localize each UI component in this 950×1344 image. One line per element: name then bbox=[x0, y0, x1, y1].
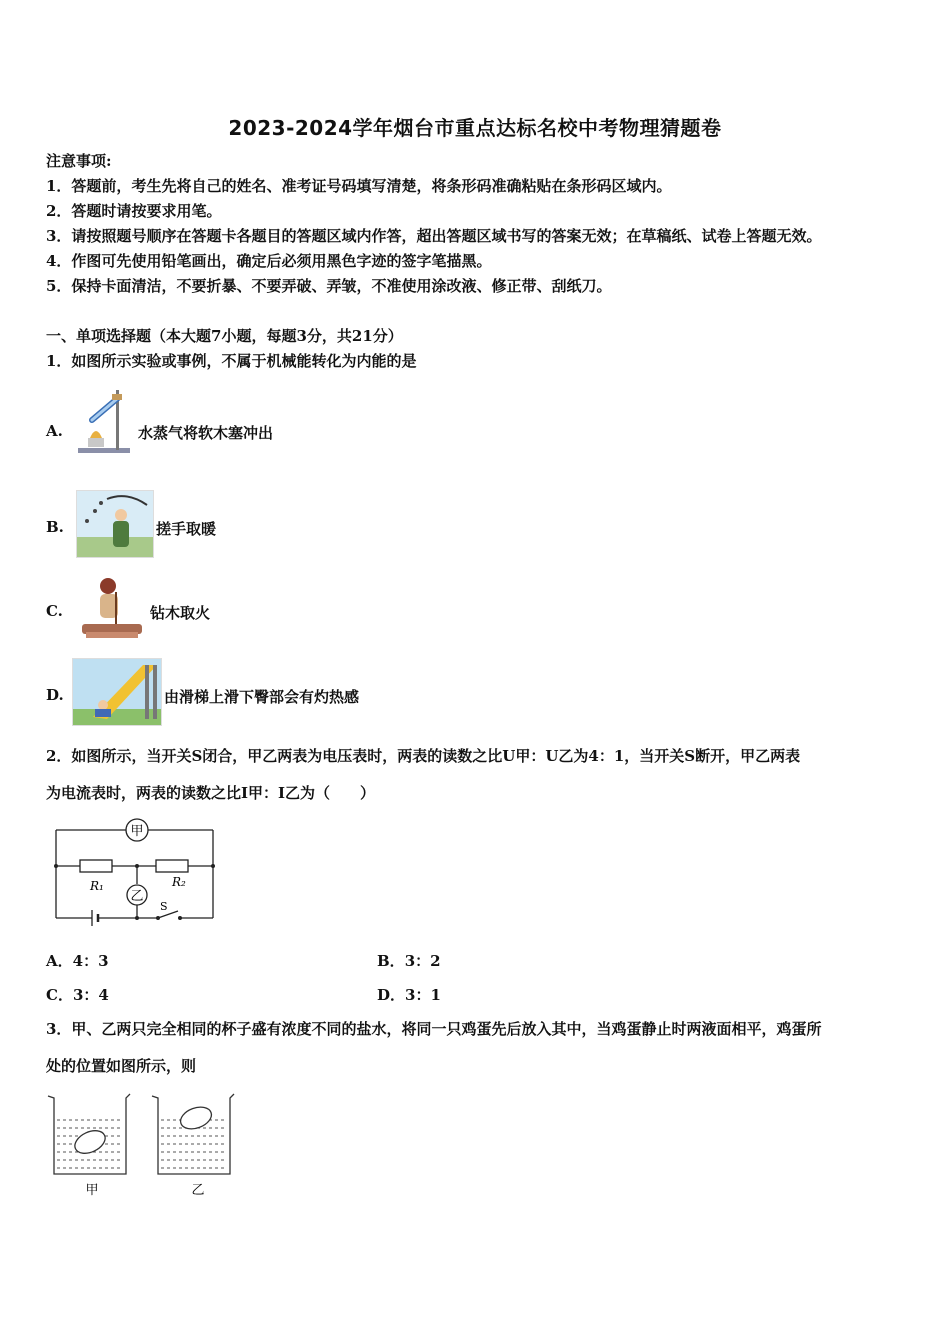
option-a-text: 水蒸气将软木塞冲出 bbox=[138, 424, 274, 442]
q2-option-b-letter: B． bbox=[377, 952, 405, 970]
option-b-letter: B. bbox=[46, 518, 64, 536]
q2-option-a bbox=[46, 950, 109, 971]
slide-illustration bbox=[72, 658, 162, 726]
option-c-text: 钻木取火 bbox=[150, 604, 211, 622]
q2-option-c bbox=[46, 984, 109, 1005]
beaker-jia-label: 甲 bbox=[85, 1183, 99, 1198]
q2-option-d-letter: D． bbox=[377, 986, 406, 1004]
option-c-letter: C. bbox=[46, 602, 63, 620]
q2-option-b bbox=[377, 950, 441, 971]
q2-option-a-text: 4：3 bbox=[72, 952, 109, 970]
circuit-diagram bbox=[48, 818, 220, 932]
question-2-stem-line1: 2．如图所示，当开关S闭合，甲乙两表为电压表时，两表的读数之比U甲：U乙为4：1，当开关S断开，甲乙两表 bbox=[46, 747, 801, 765]
section-heading: 一、单项选择题（本大题7小题，每题3分，共21分） bbox=[46, 327, 403, 345]
meter-yi-label: 乙 bbox=[130, 889, 144, 904]
notice-item: 1．答题前，考生先将自己的姓名、准考证号码填写清楚，将条形码准确粘贴在条形码区域内。 bbox=[46, 177, 672, 195]
option-b-text: 搓手取暖 bbox=[156, 520, 217, 538]
question-3-stem-line1: 3．甲、乙两只完全相同的杯子盛有浓度不同的盐水，将同一只鸡蛋先后放入其中，当鸡蛋静止时两液面相平，鸡蛋所 bbox=[46, 1020, 822, 1038]
q2-option-a-letter: A． bbox=[46, 952, 73, 970]
q2-option-d-text: 3：1 bbox=[405, 986, 441, 1004]
steam-cork-illustration bbox=[72, 384, 134, 456]
option-a-letter: A. bbox=[46, 422, 63, 440]
notice-heading: 注意事项: bbox=[46, 152, 112, 170]
question-2-stem-line2: 为电流表时，两表的读数之比I甲：I乙为（ ） bbox=[46, 784, 376, 802]
drilling-wood-illustration bbox=[74, 574, 148, 642]
option-d-letter: D. bbox=[46, 686, 64, 704]
meter-jia-label: 甲 bbox=[130, 824, 144, 839]
notice-item: 2．答题时请按要求用笔。 bbox=[46, 202, 222, 220]
notice-item: 4．作图可先使用铅笔画出，确定后必须用黑色字迹的签字笔描黑。 bbox=[46, 252, 492, 270]
option-d-text: 由滑梯上滑下臀部会有灼热感 bbox=[164, 688, 360, 706]
notice-item: 3．请按照题号顺序在答题卡各题目的答题区域内作答，超出答题区域书写的答案无效；在草稿纸、试卷上答题无效。 bbox=[46, 227, 822, 245]
switch-label: S bbox=[160, 900, 168, 913]
question-1-stem: 1．如图所示实验或事例，不属于机械能转化为内能的是 bbox=[46, 352, 417, 370]
page-title: 2023-2024学年烟台市重点达标名校中考物理猜题卷 bbox=[228, 116, 722, 140]
beaker-diagram bbox=[46, 1090, 246, 1202]
rubbing-hands-illustration bbox=[76, 490, 154, 558]
q2-option-b-text: 3：2 bbox=[404, 952, 441, 970]
resistor-r2-label: R₂ bbox=[172, 875, 186, 889]
q2-option-c-text: 3：4 bbox=[72, 986, 109, 1004]
question-3-stem-line2: 处的位置如图所示，则 bbox=[46, 1057, 197, 1075]
beaker-yi-label: 乙 bbox=[191, 1183, 205, 1198]
q2-option-d bbox=[377, 984, 441, 1005]
resistor-r1-label: R₁ bbox=[90, 879, 104, 893]
q2-option-c-letter: C． bbox=[46, 986, 73, 1004]
notice-item: 5．保持卡面清洁，不要折暴、不要弄破、弄皱，不准使用涂改液、修正带、刮纸刀。 bbox=[46, 277, 612, 295]
